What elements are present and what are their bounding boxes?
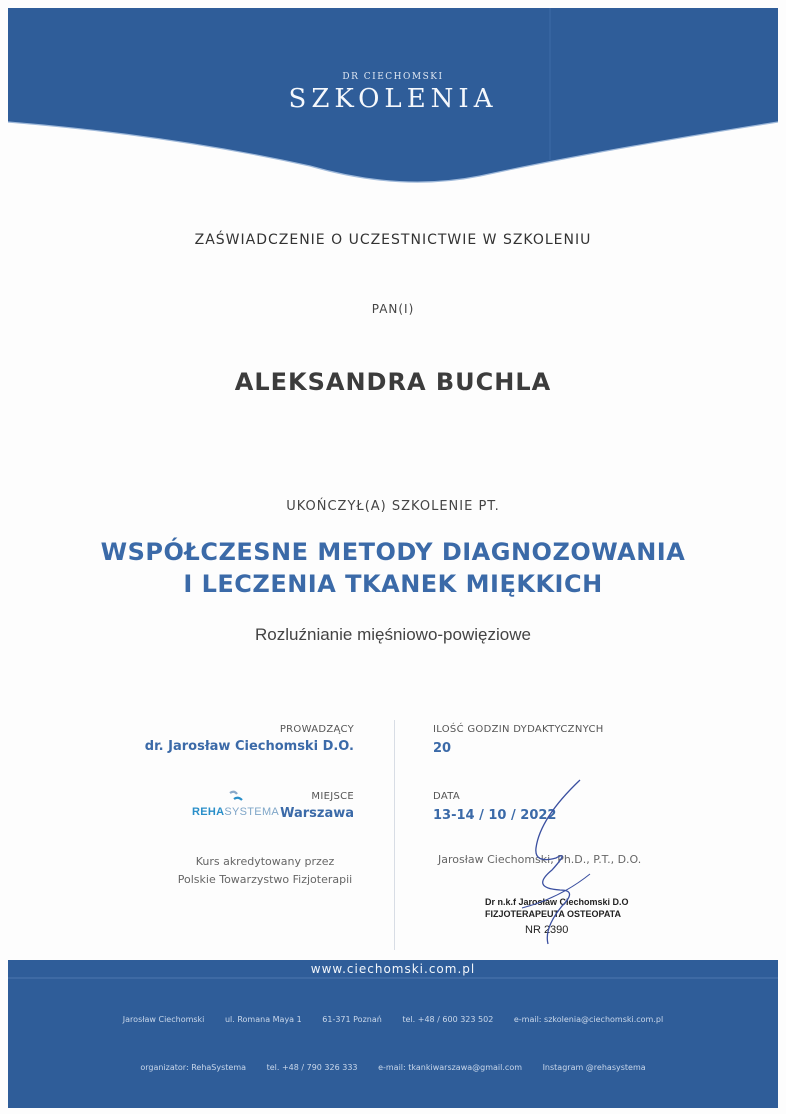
accreditation-note [150, 853, 380, 889]
hours-label: ILOŚĆ GODZIN DYDAKTYCZNYCH [433, 724, 604, 735]
certificate-heading: ZAŚWIADCZENIE O UCZESTNICTWIE W SZKOLENIU [194, 232, 592, 248]
accreditation-line2: Polskie Towarzystwo Fizjoterapii [177, 873, 353, 886]
course-title [0, 536, 786, 600]
footer-item: e-mail: tkankiwarszawa@gmail.com [378, 1063, 523, 1072]
footer-item: ul. Romana Maya 1 [224, 1015, 302, 1024]
date-label: DATA [433, 791, 460, 802]
footer-item: organizator: RehaSystema [140, 1063, 247, 1072]
place-label: MIEJSCE [311, 791, 354, 802]
details-divider [394, 720, 395, 950]
rehasystema-part2: SYSTEMA [224, 806, 280, 818]
footer-contact-row [0, 1015, 786, 1024]
footer-organizer-row [0, 1063, 786, 1072]
footer-item: Instagram @rehasystema [542, 1063, 646, 1072]
stamp-number: NR 2390 [525, 924, 569, 936]
footer-item: 61-371 Poznań [322, 1015, 382, 1024]
place-value: Warszawa [280, 806, 354, 821]
footer-item: tel. +48 / 790 326 333 [266, 1063, 358, 1072]
accreditation-line1: Kurs akredytowany przez [195, 855, 335, 868]
rehasystema-part1: REHA [192, 806, 225, 818]
stamp-line1: Dr n.k.f Jarosław Ciechomski D.O [485, 897, 629, 907]
footer-website: www.ciechomski.com.pl [310, 962, 476, 976]
footer-banner [0, 960, 786, 1114]
course-subtitle: Rozluźnianie mięśniowo-powięziowe [255, 625, 531, 644]
instructor-value: dr. Jarosław Ciechomski D.O. [144, 739, 354, 754]
stamp-line2: FIZJOTERAPEUTA OSTEOPATA [485, 909, 622, 919]
course-title-line1: WSPÓŁCZESNE METODY DIAGNOZOWANIA [100, 538, 686, 566]
rehasystema-logo [192, 790, 282, 822]
hours-value: 20 [433, 741, 452, 756]
instructor-label: PROWADZĄCY [279, 724, 354, 735]
rehasystema-wordmark [192, 806, 279, 818]
brand-title: SZKOLENIA [288, 84, 498, 114]
handwritten-signature [500, 778, 600, 948]
participant-name: ALEKSANDRA BUCHLA [234, 368, 552, 396]
date-value: 13-14 / 10 / 2022 [433, 808, 557, 823]
completed-text: UKOŃCZYŁ(A) SZKOLENIE PT. [286, 499, 500, 514]
salutation: PAN(I) [371, 302, 415, 316]
signer-name: Jarosław Ciechomski, Ph.D., P.T., D.O. [438, 853, 642, 866]
footer-item: e-mail: szkolenia@ciechomski.com.pl [513, 1015, 664, 1024]
rehasystema-icon [228, 790, 244, 804]
footer-item: Jarosław Ciechomski [122, 1015, 205, 1024]
brand-small-text: DR CIECHOMSKI [342, 72, 444, 82]
footer-item: tel. +48 / 600 323 502 [402, 1015, 494, 1024]
course-title-line2: I LECZENIA TKANEK MIĘKKICH [183, 570, 603, 598]
